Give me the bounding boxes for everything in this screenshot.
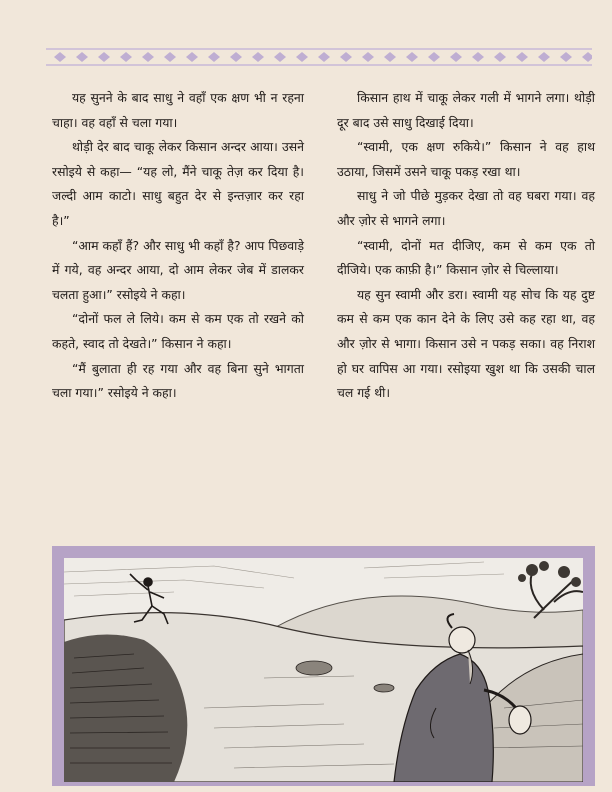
border-ornament: [560, 52, 572, 62]
paragraph: यह सुन स्वामी और डरा। स्वामी यह सोच कि यह दुष्ट कम से कम एक कान देने के लिए उसे कह रहा था, वह और ज़ोर से भागा। किसान उसे न पकड़ सका। वह निराश हो घर वापिस आ गया। रसोइया खुश था कि उसकी चाल चल गई थी।: [337, 286, 595, 401]
paragraph: “मैं बुलाता ही रह गया और वह बिना सुने भागता चला गया।” रसोइये ने कहा।: [52, 360, 304, 401]
paragraph: “स्वामी, दोनों मत दीजिए, कम से कम एक तो दीजिये। एक काफ़ी है।” किसान ज़ोर से चिल्लाया।: [337, 237, 595, 278]
border-ornament: [54, 52, 66, 62]
border-ornament: [494, 52, 506, 62]
border-ornament: [384, 52, 396, 62]
border-ornament: [98, 52, 110, 62]
paragraph: “स्वामी, एक क्षण रुकिये।” किसान ने वह हाथ उठाया, जिसमें उसने चाकू पकड़ रखा था।: [337, 139, 595, 179]
paragraph: साधु ने जो पीछे मुड़कर देखा तो वह घबरा गया। वह और ज़ोर से भागने लगा।: [337, 188, 595, 228]
border-ornament: [428, 52, 440, 62]
paragraph: यह सुनने के बाद साधु ने वहाँ एक क्षण भी न रहना चाहा। वह वहाँ से चला गया।: [52, 90, 304, 130]
story-column-right: [337, 86, 595, 406]
border-ornament: [340, 52, 352, 62]
story-column-left: [52, 86, 304, 406]
illustration-drawing: [64, 558, 583, 782]
story-illustration: [64, 558, 583, 782]
border-ornament: [406, 52, 418, 62]
border-ornament: [142, 52, 154, 62]
border-ornament: [318, 52, 330, 62]
border-ornament: [164, 52, 176, 62]
paragraph: किसान हाथ में चाकू लेकर गली में भागने लगा। थोड़ी दूर बाद उसे साधु दिखाई दिया।: [337, 90, 595, 130]
border-ornament: [472, 52, 484, 62]
border-ornament: [76, 52, 88, 62]
border-ornament: [230, 52, 242, 62]
border-ornament: [274, 52, 286, 62]
border-ornament: [450, 52, 462, 62]
border-ornament: [296, 52, 308, 62]
border-ornament: [516, 52, 528, 62]
paragraph: थोड़ी देर बाद चाकू लेकर किसान अन्दर आया। उसने रसोइये से कहा— “यह लो, मैंने चाकू तेज़ कर दिया है। जल्दी आम काटो। साधु बहुत देर से इन्तज़ार कर रहा है।”: [52, 139, 304, 228]
decorative-border: [46, 47, 592, 67]
border-ornament: [186, 52, 198, 62]
border-ornament: [208, 52, 220, 62]
border-ornament: [582, 52, 592, 62]
border-ornament: [362, 52, 374, 62]
border-ornament: [252, 52, 264, 62]
illustration-frame: [52, 546, 595, 786]
border-ornament: [120, 52, 132, 62]
border-ornament: [538, 52, 550, 62]
paragraph: “आम कहाँ हैं? और साधु भी कहाँ है? आप पिछवाड़े में गये, वह अन्दर आया, दो आम लेकर जेब में डालकर चलता हुआ।” रसोइये ने कहा।: [52, 237, 304, 302]
paragraph: “दोनों फल ले लिये। कम से कम एक तो रखने को कहते, स्वाद तो देखते।” किसान ने कहा।: [52, 311, 304, 351]
